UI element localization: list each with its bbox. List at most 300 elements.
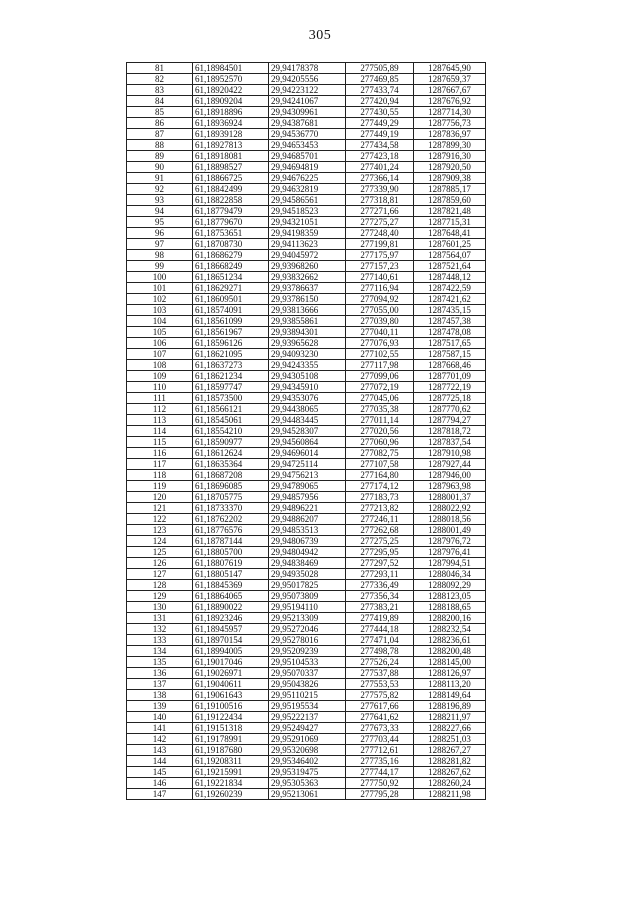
x-coordinate-cell: 277336,49 bbox=[346, 580, 414, 591]
longitude-cell: 29,94560864 bbox=[269, 437, 346, 448]
point-number-cell: 144 bbox=[127, 756, 193, 767]
longitude-cell: 29,94896221 bbox=[269, 503, 346, 514]
x-coordinate-cell: 277040,11 bbox=[346, 327, 414, 338]
x-coordinate-cell: 277430,55 bbox=[346, 107, 414, 118]
longitude-cell: 29,94518523 bbox=[269, 206, 346, 217]
y-coordinate-cell: 1288001,37 bbox=[414, 492, 486, 503]
longitude-cell: 29,95017825 bbox=[269, 580, 346, 591]
x-coordinate-cell: 277526,24 bbox=[346, 657, 414, 668]
x-coordinate-cell: 277617,66 bbox=[346, 701, 414, 712]
latitude-cell: 61,19061643 bbox=[193, 690, 269, 701]
x-coordinate-cell: 277419,89 bbox=[346, 613, 414, 624]
y-coordinate-cell: 1287701,09 bbox=[414, 371, 486, 382]
point-number-cell: 118 bbox=[127, 470, 193, 481]
latitude-cell: 61,18629271 bbox=[193, 283, 269, 294]
longitude-cell: 29,93832662 bbox=[269, 272, 346, 283]
longitude-cell: 29,95319475 bbox=[269, 767, 346, 778]
x-coordinate-cell: 277174,12 bbox=[346, 481, 414, 492]
longitude-cell: 29,95195534 bbox=[269, 701, 346, 712]
longitude-cell: 29,93786637 bbox=[269, 283, 346, 294]
y-coordinate-cell: 1287946,00 bbox=[414, 470, 486, 481]
point-number-cell: 81 bbox=[127, 63, 193, 74]
point-number-cell: 130 bbox=[127, 602, 193, 613]
y-coordinate-cell: 1288211,97 bbox=[414, 712, 486, 723]
longitude-cell: 29,95346402 bbox=[269, 756, 346, 767]
point-number-cell: 97 bbox=[127, 239, 193, 250]
table-row bbox=[127, 613, 486, 624]
x-coordinate-cell: 277575,82 bbox=[346, 690, 414, 701]
table-row bbox=[127, 195, 486, 206]
y-coordinate-cell: 1287587,15 bbox=[414, 349, 486, 360]
point-number-cell: 127 bbox=[127, 569, 193, 580]
point-number-cell: 123 bbox=[127, 525, 193, 536]
latitude-cell: 61,18687208 bbox=[193, 470, 269, 481]
y-coordinate-cell: 1288018,56 bbox=[414, 514, 486, 525]
longitude-cell: 29,94632819 bbox=[269, 184, 346, 195]
table-row bbox=[127, 525, 486, 536]
latitude-cell: 61,18635364 bbox=[193, 459, 269, 470]
x-coordinate-cell: 277045,06 bbox=[346, 393, 414, 404]
coordinates-table-body bbox=[127, 63, 486, 800]
longitude-cell: 29,94696014 bbox=[269, 448, 346, 459]
longitude-cell: 29,94586561 bbox=[269, 195, 346, 206]
table-row bbox=[127, 767, 486, 778]
point-number-cell: 108 bbox=[127, 360, 193, 371]
x-coordinate-cell: 277469,85 bbox=[346, 74, 414, 85]
x-coordinate-cell: 277055,00 bbox=[346, 305, 414, 316]
x-coordinate-cell: 277433,74 bbox=[346, 85, 414, 96]
table-row bbox=[127, 426, 486, 437]
point-number-cell: 91 bbox=[127, 173, 193, 184]
point-number-cell: 126 bbox=[127, 558, 193, 569]
latitude-cell: 61,18845369 bbox=[193, 580, 269, 591]
y-coordinate-cell: 1287435,15 bbox=[414, 305, 486, 316]
table-row bbox=[127, 272, 486, 283]
longitude-cell: 29,94045972 bbox=[269, 250, 346, 261]
x-coordinate-cell: 277297,52 bbox=[346, 558, 414, 569]
y-coordinate-cell: 1288281,82 bbox=[414, 756, 486, 767]
table-row bbox=[127, 646, 486, 657]
latitude-cell: 61,18621234 bbox=[193, 371, 269, 382]
longitude-cell: 29,94838469 bbox=[269, 558, 346, 569]
table-row bbox=[127, 778, 486, 789]
table-row bbox=[127, 701, 486, 712]
longitude-cell: 29,94725114 bbox=[269, 459, 346, 470]
latitude-cell: 61,18733370 bbox=[193, 503, 269, 514]
point-number-cell: 134 bbox=[127, 646, 193, 657]
point-number-cell: 121 bbox=[127, 503, 193, 514]
longitude-cell: 29,95194110 bbox=[269, 602, 346, 613]
point-number-cell: 89 bbox=[127, 151, 193, 162]
x-coordinate-cell: 277157,23 bbox=[346, 261, 414, 272]
latitude-cell: 61,18762202 bbox=[193, 514, 269, 525]
x-coordinate-cell: 277356,34 bbox=[346, 591, 414, 602]
table-row bbox=[127, 657, 486, 668]
table-row bbox=[127, 635, 486, 646]
point-number-cell: 99 bbox=[127, 261, 193, 272]
x-coordinate-cell: 277011,14 bbox=[346, 415, 414, 426]
x-coordinate-cell: 277498,78 bbox=[346, 646, 414, 657]
latitude-cell: 61,19026971 bbox=[193, 668, 269, 679]
x-coordinate-cell: 277401,24 bbox=[346, 162, 414, 173]
x-coordinate-cell: 277744,17 bbox=[346, 767, 414, 778]
longitude-cell: 29,94756213 bbox=[269, 470, 346, 481]
point-number-cell: 94 bbox=[127, 206, 193, 217]
x-coordinate-cell: 277275,25 bbox=[346, 536, 414, 547]
table-row bbox=[127, 382, 486, 393]
x-coordinate-cell: 277107,58 bbox=[346, 459, 414, 470]
longitude-cell: 29,95213309 bbox=[269, 613, 346, 624]
latitude-cell: 61,18866725 bbox=[193, 173, 269, 184]
table-row bbox=[127, 217, 486, 228]
latitude-cell: 61,18612624 bbox=[193, 448, 269, 459]
y-coordinate-cell: 1287909,38 bbox=[414, 173, 486, 184]
table-row bbox=[127, 349, 486, 360]
latitude-cell: 61,18668249 bbox=[193, 261, 269, 272]
table-row bbox=[127, 690, 486, 701]
y-coordinate-cell: 1287648,41 bbox=[414, 228, 486, 239]
latitude-cell: 61,18621095 bbox=[193, 349, 269, 360]
y-coordinate-cell: 1287910,98 bbox=[414, 448, 486, 459]
y-coordinate-cell: 1288149,64 bbox=[414, 690, 486, 701]
y-coordinate-cell: 1288188,65 bbox=[414, 602, 486, 613]
y-coordinate-cell: 1287715,31 bbox=[414, 217, 486, 228]
table-row bbox=[127, 140, 486, 151]
x-coordinate-cell: 277795,28 bbox=[346, 789, 414, 800]
latitude-cell: 61,18597747 bbox=[193, 382, 269, 393]
y-coordinate-cell: 1287448,12 bbox=[414, 272, 486, 283]
y-coordinate-cell: 1287927,44 bbox=[414, 459, 486, 470]
y-coordinate-cell: 1287521,64 bbox=[414, 261, 486, 272]
y-coordinate-cell: 1287859,60 bbox=[414, 195, 486, 206]
point-number-cell: 132 bbox=[127, 624, 193, 635]
x-coordinate-cell: 277641,62 bbox=[346, 712, 414, 723]
point-number-cell: 87 bbox=[127, 129, 193, 140]
longitude-cell: 29,95043826 bbox=[269, 679, 346, 690]
point-number-cell: 82 bbox=[127, 74, 193, 85]
latitude-cell: 61,19208311 bbox=[193, 756, 269, 767]
y-coordinate-cell: 1287920,50 bbox=[414, 162, 486, 173]
y-coordinate-cell: 1287899,30 bbox=[414, 140, 486, 151]
point-number-cell: 98 bbox=[127, 250, 193, 261]
y-coordinate-cell: 1287601,25 bbox=[414, 239, 486, 250]
table-row bbox=[127, 162, 486, 173]
latitude-cell: 61,18822858 bbox=[193, 195, 269, 206]
longitude-cell: 29,94789065 bbox=[269, 481, 346, 492]
longitude-cell: 29,93894301 bbox=[269, 327, 346, 338]
table-row bbox=[127, 723, 486, 734]
y-coordinate-cell: 1287836,97 bbox=[414, 129, 486, 140]
table-row bbox=[127, 448, 486, 459]
longitude-cell: 29,93813666 bbox=[269, 305, 346, 316]
point-number-cell: 145 bbox=[127, 767, 193, 778]
latitude-cell: 61,18952570 bbox=[193, 74, 269, 85]
latitude-cell: 61,19100516 bbox=[193, 701, 269, 712]
longitude-cell: 29,94935028 bbox=[269, 569, 346, 580]
table-row bbox=[127, 536, 486, 547]
longitude-cell: 29,95272046 bbox=[269, 624, 346, 635]
x-coordinate-cell: 277449,29 bbox=[346, 118, 414, 129]
point-number-cell: 119 bbox=[127, 481, 193, 492]
latitude-cell: 61,18779670 bbox=[193, 217, 269, 228]
point-number-cell: 103 bbox=[127, 305, 193, 316]
point-number-cell: 142 bbox=[127, 734, 193, 745]
x-coordinate-cell: 277712,61 bbox=[346, 745, 414, 756]
table-row bbox=[127, 404, 486, 415]
x-coordinate-cell: 277383,21 bbox=[346, 602, 414, 613]
latitude-cell: 61,18787144 bbox=[193, 536, 269, 547]
x-coordinate-cell: 277183,73 bbox=[346, 492, 414, 503]
latitude-cell: 61,18590977 bbox=[193, 437, 269, 448]
x-coordinate-cell: 277553,53 bbox=[346, 679, 414, 690]
table-row bbox=[127, 261, 486, 272]
latitude-cell: 61,18596126 bbox=[193, 338, 269, 349]
latitude-cell: 61,18970154 bbox=[193, 635, 269, 646]
x-coordinate-cell: 277366,14 bbox=[346, 173, 414, 184]
point-number-cell: 146 bbox=[127, 778, 193, 789]
point-number-cell: 113 bbox=[127, 415, 193, 426]
y-coordinate-cell: 1287976,72 bbox=[414, 536, 486, 547]
longitude-cell: 29,94198359 bbox=[269, 228, 346, 239]
x-coordinate-cell: 277262,68 bbox=[346, 525, 414, 536]
latitude-cell: 61,19178991 bbox=[193, 734, 269, 745]
longitude-cell: 29,93786150 bbox=[269, 294, 346, 305]
latitude-cell: 61,18574091 bbox=[193, 305, 269, 316]
x-coordinate-cell: 277072,19 bbox=[346, 382, 414, 393]
longitude-cell: 29,95104533 bbox=[269, 657, 346, 668]
point-number-cell: 86 bbox=[127, 118, 193, 129]
longitude-cell: 29,94694819 bbox=[269, 162, 346, 173]
point-number-cell: 135 bbox=[127, 657, 193, 668]
x-coordinate-cell: 277673,33 bbox=[346, 723, 414, 734]
table-row bbox=[127, 679, 486, 690]
point-number-cell: 117 bbox=[127, 459, 193, 470]
y-coordinate-cell: 1287725,18 bbox=[414, 393, 486, 404]
table-row bbox=[127, 327, 486, 338]
y-coordinate-cell: 1287994,51 bbox=[414, 558, 486, 569]
y-coordinate-cell: 1287837,54 bbox=[414, 437, 486, 448]
table-row bbox=[127, 437, 486, 448]
x-coordinate-cell: 277035,38 bbox=[346, 404, 414, 415]
longitude-cell: 29,95305363 bbox=[269, 778, 346, 789]
longitude-cell: 29,94353076 bbox=[269, 393, 346, 404]
longitude-cell: 29,94536770 bbox=[269, 129, 346, 140]
table-row bbox=[127, 74, 486, 85]
longitude-cell: 29,94241067 bbox=[269, 96, 346, 107]
table-row bbox=[127, 360, 486, 371]
point-number-cell: 95 bbox=[127, 217, 193, 228]
longitude-cell: 29,94321051 bbox=[269, 217, 346, 228]
point-number-cell: 143 bbox=[127, 745, 193, 756]
longitude-cell: 29,94528307 bbox=[269, 426, 346, 437]
longitude-cell: 29,93965628 bbox=[269, 338, 346, 349]
point-number-cell: 131 bbox=[127, 613, 193, 624]
latitude-cell: 61,18566121 bbox=[193, 404, 269, 415]
y-coordinate-cell: 1288236,61 bbox=[414, 635, 486, 646]
table-row bbox=[127, 624, 486, 635]
x-coordinate-cell: 277295,95 bbox=[346, 547, 414, 558]
point-number-cell: 85 bbox=[127, 107, 193, 118]
x-coordinate-cell: 277703,44 bbox=[346, 734, 414, 745]
longitude-cell: 29,95249427 bbox=[269, 723, 346, 734]
latitude-cell: 61,18705775 bbox=[193, 492, 269, 503]
x-coordinate-cell: 277199,81 bbox=[346, 239, 414, 250]
y-coordinate-cell: 1287818,72 bbox=[414, 426, 486, 437]
latitude-cell: 61,19215991 bbox=[193, 767, 269, 778]
point-number-cell: 83 bbox=[127, 85, 193, 96]
x-coordinate-cell: 277735,16 bbox=[346, 756, 414, 767]
table-row bbox=[127, 393, 486, 404]
table-row bbox=[127, 789, 486, 800]
y-coordinate-cell: 1288123,05 bbox=[414, 591, 486, 602]
latitude-cell: 61,18708730 bbox=[193, 239, 269, 250]
table-row bbox=[127, 96, 486, 107]
x-coordinate-cell: 277099,06 bbox=[346, 371, 414, 382]
latitude-cell: 61,18561967 bbox=[193, 327, 269, 338]
y-coordinate-cell: 1287564,07 bbox=[414, 250, 486, 261]
x-coordinate-cell: 277082,75 bbox=[346, 448, 414, 459]
table-row bbox=[127, 239, 486, 250]
latitude-cell: 61,18918896 bbox=[193, 107, 269, 118]
latitude-cell: 61,18573500 bbox=[193, 393, 269, 404]
latitude-cell: 61,19221834 bbox=[193, 778, 269, 789]
x-coordinate-cell: 277423,18 bbox=[346, 151, 414, 162]
latitude-cell: 61,18923246 bbox=[193, 613, 269, 624]
point-number-cell: 100 bbox=[127, 272, 193, 283]
table-row bbox=[127, 184, 486, 195]
latitude-cell: 61,19260239 bbox=[193, 789, 269, 800]
longitude-cell: 29,95213061 bbox=[269, 789, 346, 800]
latitude-cell: 61,19187680 bbox=[193, 745, 269, 756]
y-coordinate-cell: 1287821,48 bbox=[414, 206, 486, 217]
point-number-cell: 112 bbox=[127, 404, 193, 415]
x-coordinate-cell: 277117,98 bbox=[346, 360, 414, 371]
table-row bbox=[127, 294, 486, 305]
longitude-cell: 29,94483445 bbox=[269, 415, 346, 426]
point-number-cell: 106 bbox=[127, 338, 193, 349]
x-coordinate-cell: 277248,40 bbox=[346, 228, 414, 239]
y-coordinate-cell: 1288046,34 bbox=[414, 569, 486, 580]
latitude-cell: 61,18554210 bbox=[193, 426, 269, 437]
y-coordinate-cell: 1288227,66 bbox=[414, 723, 486, 734]
table-row bbox=[127, 745, 486, 756]
latitude-cell: 61,18939128 bbox=[193, 129, 269, 140]
longitude-cell: 29,95278016 bbox=[269, 635, 346, 646]
y-coordinate-cell: 1287676,92 bbox=[414, 96, 486, 107]
longitude-cell: 29,94305108 bbox=[269, 371, 346, 382]
longitude-cell: 29,94113623 bbox=[269, 239, 346, 250]
latitude-cell: 61,18637273 bbox=[193, 360, 269, 371]
y-coordinate-cell: 1288022,92 bbox=[414, 503, 486, 514]
page-number: 305 bbox=[308, 28, 332, 43]
point-number-cell: 115 bbox=[127, 437, 193, 448]
x-coordinate-cell: 277471,04 bbox=[346, 635, 414, 646]
point-number-cell: 101 bbox=[127, 283, 193, 294]
latitude-cell: 61,18805700 bbox=[193, 547, 269, 558]
point-number-cell: 133 bbox=[127, 635, 193, 646]
point-number-cell: 90 bbox=[127, 162, 193, 173]
y-coordinate-cell: 1287517,65 bbox=[414, 338, 486, 349]
longitude-cell: 29,95110215 bbox=[269, 690, 346, 701]
x-coordinate-cell: 277449,19 bbox=[346, 129, 414, 140]
y-coordinate-cell: 1288126,97 bbox=[414, 668, 486, 679]
y-coordinate-cell: 1288260,24 bbox=[414, 778, 486, 789]
x-coordinate-cell: 277116,94 bbox=[346, 283, 414, 294]
x-coordinate-cell: 277102,55 bbox=[346, 349, 414, 360]
y-coordinate-cell: 1287770,62 bbox=[414, 404, 486, 415]
x-coordinate-cell: 277060,96 bbox=[346, 437, 414, 448]
table-row bbox=[127, 481, 486, 492]
longitude-cell: 29,95222137 bbox=[269, 712, 346, 723]
longitude-cell: 29,94309961 bbox=[269, 107, 346, 118]
point-number-cell: 136 bbox=[127, 668, 193, 679]
point-number-cell: 141 bbox=[127, 723, 193, 734]
y-coordinate-cell: 1287885,17 bbox=[414, 184, 486, 195]
point-number-cell: 120 bbox=[127, 492, 193, 503]
longitude-cell: 29,95291069 bbox=[269, 734, 346, 745]
table-row bbox=[127, 415, 486, 426]
table-row bbox=[127, 602, 486, 613]
latitude-cell: 61,18909204 bbox=[193, 96, 269, 107]
x-coordinate-cell: 277076,93 bbox=[346, 338, 414, 349]
y-coordinate-cell: 1288200,48 bbox=[414, 646, 486, 657]
latitude-cell: 61,18842499 bbox=[193, 184, 269, 195]
point-number-cell: 111 bbox=[127, 393, 193, 404]
x-coordinate-cell: 277293,11 bbox=[346, 569, 414, 580]
latitude-cell: 61,18918081 bbox=[193, 151, 269, 162]
table-row bbox=[127, 63, 486, 74]
table-row bbox=[127, 316, 486, 327]
point-number-cell: 93 bbox=[127, 195, 193, 206]
point-number-cell: 114 bbox=[127, 426, 193, 437]
y-coordinate-cell: 1288251,03 bbox=[414, 734, 486, 745]
y-coordinate-cell: 1287478,08 bbox=[414, 327, 486, 338]
y-coordinate-cell: 1288211,98 bbox=[414, 789, 486, 800]
point-number-cell: 107 bbox=[127, 349, 193, 360]
longitude-cell: 29,94804942 bbox=[269, 547, 346, 558]
latitude-cell: 61,18994005 bbox=[193, 646, 269, 657]
latitude-cell: 61,18807619 bbox=[193, 558, 269, 569]
point-number-cell: 137 bbox=[127, 679, 193, 690]
table-row bbox=[127, 118, 486, 129]
longitude-cell: 29,94685701 bbox=[269, 151, 346, 162]
table-row bbox=[127, 569, 486, 580]
y-coordinate-cell: 1287422,59 bbox=[414, 283, 486, 294]
x-coordinate-cell: 277750,92 bbox=[346, 778, 414, 789]
x-coordinate-cell: 277039,80 bbox=[346, 316, 414, 327]
latitude-cell: 61,18920422 bbox=[193, 85, 269, 96]
latitude-cell: 61,18609501 bbox=[193, 294, 269, 305]
y-coordinate-cell: 1287756,73 bbox=[414, 118, 486, 129]
y-coordinate-cell: 1287668,46 bbox=[414, 360, 486, 371]
table-row bbox=[127, 85, 486, 96]
table-row bbox=[127, 371, 486, 382]
point-number-cell: 110 bbox=[127, 382, 193, 393]
table-row bbox=[127, 547, 486, 558]
longitude-cell: 29,94205556 bbox=[269, 74, 346, 85]
y-coordinate-cell: 1288232,54 bbox=[414, 624, 486, 635]
x-coordinate-cell: 277275,27 bbox=[346, 217, 414, 228]
point-number-cell: 128 bbox=[127, 580, 193, 591]
x-coordinate-cell: 277213,82 bbox=[346, 503, 414, 514]
x-coordinate-cell: 277505,89 bbox=[346, 63, 414, 74]
y-coordinate-cell: 1288092,29 bbox=[414, 580, 486, 591]
latitude-cell: 61,18753651 bbox=[193, 228, 269, 239]
y-coordinate-cell: 1288145,00 bbox=[414, 657, 486, 668]
table-row bbox=[127, 558, 486, 569]
x-coordinate-cell: 277444,18 bbox=[346, 624, 414, 635]
y-coordinate-cell: 1288267,62 bbox=[414, 767, 486, 778]
